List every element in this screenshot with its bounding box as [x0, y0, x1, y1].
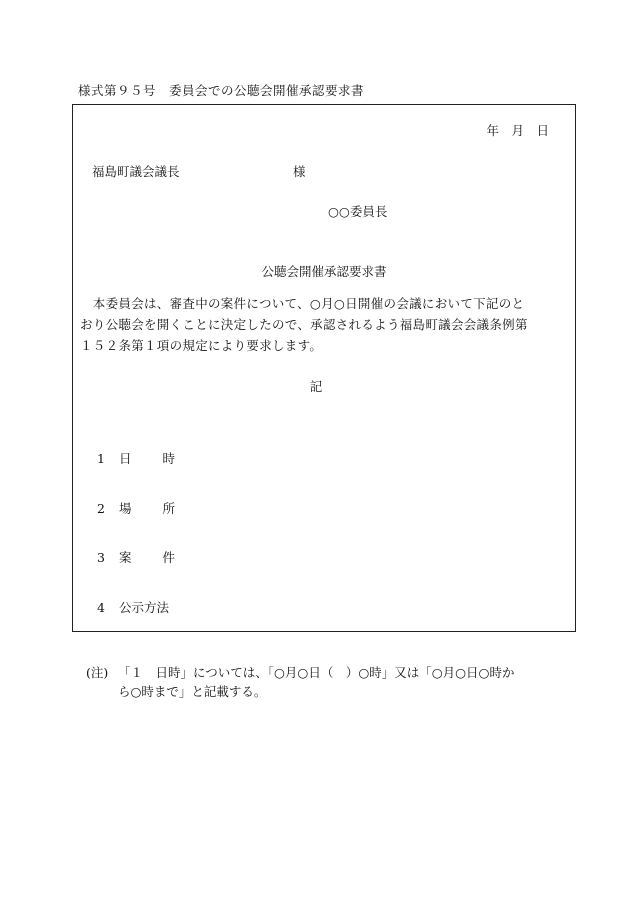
- list-item: [97, 550, 175, 567]
- note: [86, 663, 566, 701]
- note-text-line2: ら○時まで」と記載する。: [118, 684, 267, 699]
- item-list: [97, 418, 175, 649]
- item-number: 3: [97, 550, 105, 565]
- note-marker: (注): [86, 665, 109, 680]
- date-line: 年 月 日: [486, 123, 549, 138]
- list-item: [97, 600, 175, 617]
- list-item: [97, 451, 175, 468]
- item-label: 案件: [119, 550, 175, 565]
- body-line: おり公聴会を開くことに決定したので、承認されるよう福島町議会会議条例第: [80, 317, 528, 332]
- body-line: １５２条第１項の規定により要求します。: [80, 338, 323, 353]
- item-number: 4: [97, 599, 105, 615]
- item-number: 2: [97, 500, 105, 516]
- item-label: 場所: [119, 500, 175, 516]
- body-line: 本委員会は、審査中の案件について、○月○日開催の会議において下記のと: [80, 296, 525, 311]
- item-label: 公示方法: [119, 599, 170, 615]
- form-frame: [72, 104, 576, 632]
- body-text: [80, 293, 570, 356]
- item-label: 日時: [119, 451, 175, 466]
- item-number: 1: [97, 451, 105, 466]
- sender: ○○委員長: [328, 204, 388, 219]
- addressee-honorific: 様: [293, 164, 306, 179]
- form-title: 様式第９５号 委員会での公聴会開催承認要求書: [78, 83, 365, 98]
- ki-heading: 記: [309, 379, 323, 394]
- list-item: [97, 501, 175, 518]
- addressee: 福島町議会議長: [92, 164, 180, 179]
- note-text-line1: 「１ 日時」については、「○月○日（ ）○時」又は「○月○日○時か: [118, 665, 515, 680]
- document-heading: 公聴会開催承認要求書: [261, 264, 387, 279]
